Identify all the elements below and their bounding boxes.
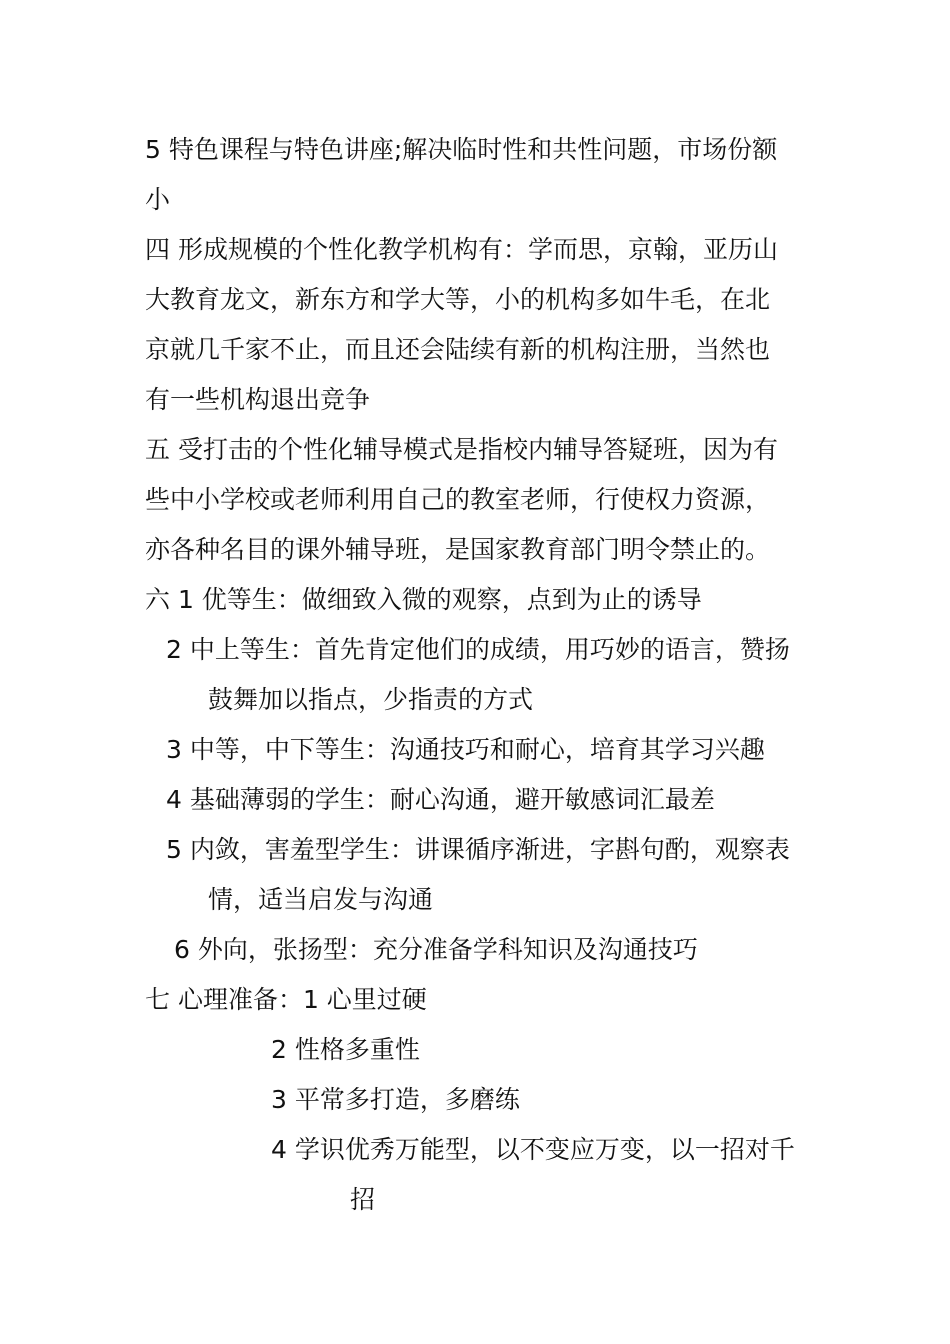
text-line: 6 外向，张扬型：充分准备学科知识及沟通技巧 bbox=[174, 935, 698, 964]
text-line: 4 基础薄弱的学生：耐心沟通，避开敏感词汇最差 bbox=[166, 785, 715, 814]
text-line: 大教育龙文，新东方和学大等，小的机构多如牛毛，在北 bbox=[145, 285, 771, 314]
text-line: 四 形成规模的个性化教学机构有：学而思，京翰，亚历山 bbox=[145, 235, 778, 264]
text-line: 5 内敛，害羞型学生：讲课循序渐进，字斟句酌，观察表 bbox=[166, 835, 790, 864]
text-line: 七 心理准备：1 心里过硬 bbox=[145, 985, 427, 1014]
text-line: 亦各种名目的课外辅导班，是国家教育部门明令禁止的。 bbox=[145, 535, 771, 564]
text-line: 招 bbox=[350, 1185, 376, 1214]
text-line: 5 特色课程与特色讲座;解决临时性和共性问题，市场份额 bbox=[145, 135, 778, 164]
text-line: 3 平常多打造，多磨练 bbox=[271, 1085, 520, 1114]
text-line: 小 bbox=[145, 185, 171, 214]
text-line: 些中小学校或老师利用自己的教室老师，行使权力资源， bbox=[145, 485, 771, 514]
text-line: 情，适当启发与沟通 bbox=[208, 885, 434, 914]
text-line: 鼓舞加以指点，少指责的方式 bbox=[208, 685, 534, 714]
text-line: 4 学识优秀万能型，以不变应万变，以一招对千 bbox=[271, 1135, 795, 1164]
text-line: 五 受打击的个性化辅导模式是指校内辅导答疑班，因为有 bbox=[145, 435, 778, 464]
text-line: 京就几千家不止，而且还会陆续有新的机构注册，当然也 bbox=[145, 335, 771, 364]
text-line: 3 中等，中下等生：沟通技巧和耐心，培育其学习兴趣 bbox=[166, 735, 765, 764]
text-line: 六 1 优等生：做细致入微的观察，点到为止的诱导 bbox=[145, 585, 702, 614]
text-line: 2 性格多重性 bbox=[271, 1035, 420, 1064]
text-line: 2 中上等生：首先肯定他们的成绩，用巧妙的语言，赞扬 bbox=[166, 635, 790, 664]
text-line: 有一些机构退出竞争 bbox=[145, 385, 371, 414]
